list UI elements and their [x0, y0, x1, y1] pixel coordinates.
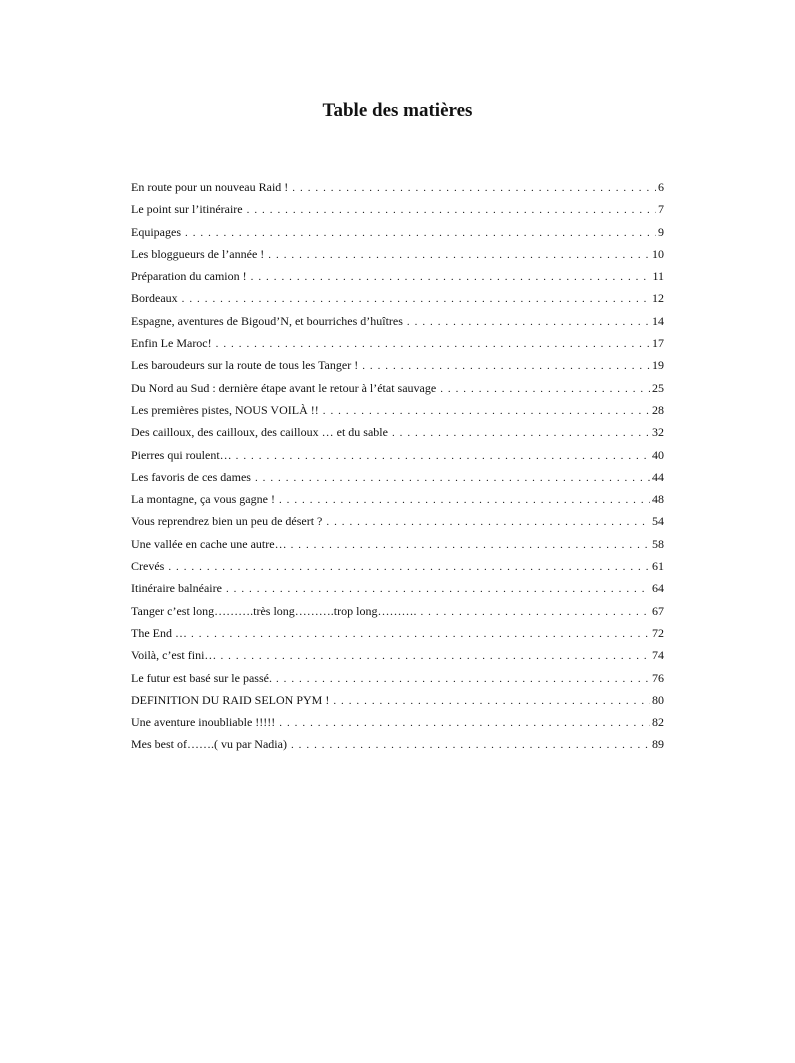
toc-entry[interactable] — [131, 176, 664, 198]
toc-page-number: 80 — [652, 692, 664, 707]
toc-entry-title: Une aventure inoubliable !!!!! — [131, 711, 279, 733]
toc-entry-title: En route pour un nouveau Raid ! — [131, 176, 292, 198]
toc-entry-title: Itinéraire balnéaire — [131, 577, 226, 599]
toc-page-number: 74 — [652, 648, 664, 663]
toc-entry[interactable] — [131, 533, 664, 555]
toc-entry-title: Equipages — [131, 221, 185, 243]
toc-dot-leader — [220, 645, 650, 666]
toc-page-number: 82 — [652, 715, 664, 730]
toc-entry[interactable] — [131, 221, 664, 243]
toc-entry-title: Des cailloux, des cailloux, des cailloux … et du sable — [131, 421, 392, 443]
toc-entry-title: The End … — [131, 622, 191, 644]
toc-page-number: 6 — [658, 180, 664, 194]
toc-dot-leader — [292, 177, 656, 198]
toc-dot-leader — [291, 734, 650, 755]
toc-dot-leader — [291, 534, 650, 555]
toc-page-number: 28 — [652, 402, 664, 417]
toc-entry-title: Vous reprendrez bien un peu de désert ? — [131, 510, 326, 532]
toc-dot-leader — [333, 690, 650, 711]
toc-page-number: 64 — [652, 581, 664, 596]
toc-dot-leader — [276, 668, 650, 689]
toc-entry-title: Le futur est basé sur le passé. — [131, 667, 276, 689]
toc-dot-leader — [255, 467, 650, 488]
toc-page-number: 58 — [652, 536, 664, 551]
toc-entry-title: Le point sur l’itinéraire — [131, 198, 247, 220]
toc-entry-title: Voilà, c’est fini… — [131, 644, 220, 666]
toc-entry[interactable] — [131, 377, 664, 399]
toc-dot-leader — [279, 489, 650, 510]
toc-dot-leader — [362, 355, 650, 376]
toc-page-number: 12 — [652, 291, 664, 306]
toc-entry-title: Les premières pistes, NOUS VOILÀ !! — [131, 399, 323, 421]
toc-page-number: 25 — [652, 380, 664, 395]
toc-dot-leader — [279, 712, 650, 733]
toc-dot-leader — [236, 445, 650, 466]
toc-entry[interactable] — [131, 332, 664, 354]
toc-page-number: 54 — [652, 514, 664, 529]
toc-dot-leader — [420, 601, 650, 622]
toc-dot-leader — [168, 556, 650, 577]
toc-entry-title: Espagne, aventures de Bigoud’N, et bourriches d’huîtres — [131, 310, 407, 332]
toc-page-number: 40 — [652, 447, 664, 462]
toc-page-number: 7 — [658, 202, 664, 217]
toc-entry[interactable] — [131, 354, 664, 376]
toc-entry[interactable] — [131, 711, 664, 733]
toc-entry-title: Pierres qui roulent… — [131, 444, 236, 466]
toc-entry-title: Les baroudeurs sur la route de tous les Tanger ! — [131, 354, 362, 376]
toc-page-number: 19 — [652, 358, 664, 373]
toc-entry[interactable] — [131, 421, 664, 443]
toc-entry-title: DEFINITION DU RAID SELON PYM ! — [131, 689, 333, 711]
toc-page-number: 9 — [658, 224, 664, 239]
toc-dot-leader — [251, 266, 651, 287]
toc-entry[interactable] — [131, 667, 664, 689]
page-title: Table des matières — [322, 100, 473, 121]
toc-page-number: 17 — [652, 336, 664, 351]
toc-entry-title: Du Nord au Sud : dernière étape avant le retour à l’état sauvage — [131, 377, 440, 399]
toc-dot-leader — [323, 400, 650, 421]
toc-entry[interactable] — [131, 488, 664, 510]
toc-page-number: 61 — [652, 559, 664, 574]
toc-entry[interactable] — [131, 466, 664, 488]
toc-entry[interactable] — [131, 555, 664, 577]
toc-entry-title: Mes best of…….( vu par Nadia) — [131, 733, 291, 755]
toc-dot-leader — [407, 311, 650, 332]
toc-page-number: 32 — [652, 425, 664, 440]
toc-entry[interactable] — [131, 310, 664, 332]
toc-entry[interactable] — [131, 600, 664, 622]
toc-page-number: 11 — [652, 269, 664, 284]
toc-entry[interactable] — [131, 510, 664, 532]
toc-entry-title: Bordeaux — [131, 287, 182, 309]
toc-page-number: 89 — [652, 737, 664, 752]
toc-entry[interactable] — [131, 399, 664, 421]
toc-dot-leader — [216, 333, 650, 354]
toc-entry-title: Les bloggueurs de l’année ! — [131, 243, 268, 265]
toc-entry-title: Enfin Le Maroc! — [131, 332, 216, 354]
toc-entry[interactable] — [131, 265, 664, 287]
toc-entry[interactable] — [131, 644, 664, 666]
toc-page-number: 10 — [652, 246, 664, 261]
toc-entry[interactable] — [131, 444, 664, 466]
toc-dot-leader — [392, 422, 650, 443]
toc-entry[interactable] — [131, 577, 664, 599]
toc-entry-title: La montagne, ça vous gagne ! — [131, 488, 279, 510]
toc-page-number: 76 — [652, 670, 664, 685]
toc-entry[interactable] — [131, 622, 664, 644]
toc-entry-title: Préparation du camion ! — [131, 265, 251, 287]
toc-dot-leader — [326, 511, 650, 532]
toc-dot-leader — [185, 222, 656, 243]
toc-dot-leader — [440, 378, 650, 399]
toc-page-number: 48 — [652, 492, 664, 507]
toc-dot-leader — [247, 199, 656, 220]
toc-entry-title: Les favoris de ces dames — [131, 466, 255, 488]
toc-entry[interactable] — [131, 733, 664, 755]
toc-page-number: 67 — [652, 603, 664, 618]
toc-page-number: 72 — [652, 625, 664, 640]
toc-entry[interactable] — [131, 287, 664, 309]
toc-page-number: 14 — [652, 313, 664, 328]
toc-dot-leader — [268, 244, 650, 265]
table-of-contents — [131, 176, 664, 756]
toc-entry-title: Une vallée en cache une autre… — [131, 533, 291, 555]
toc-page-number: 44 — [652, 469, 664, 484]
toc-dot-leader — [226, 578, 650, 599]
toc-dot-leader — [182, 288, 650, 309]
toc-entry[interactable] — [131, 689, 664, 711]
toc-entry[interactable] — [131, 243, 664, 265]
toc-dot-leader — [191, 623, 650, 644]
toc-entry-title: Tanger c’est long……….très long……….trop long………. — [131, 600, 420, 622]
toc-entry-title: Crevés — [131, 555, 168, 577]
toc-entry[interactable] — [131, 198, 664, 220]
